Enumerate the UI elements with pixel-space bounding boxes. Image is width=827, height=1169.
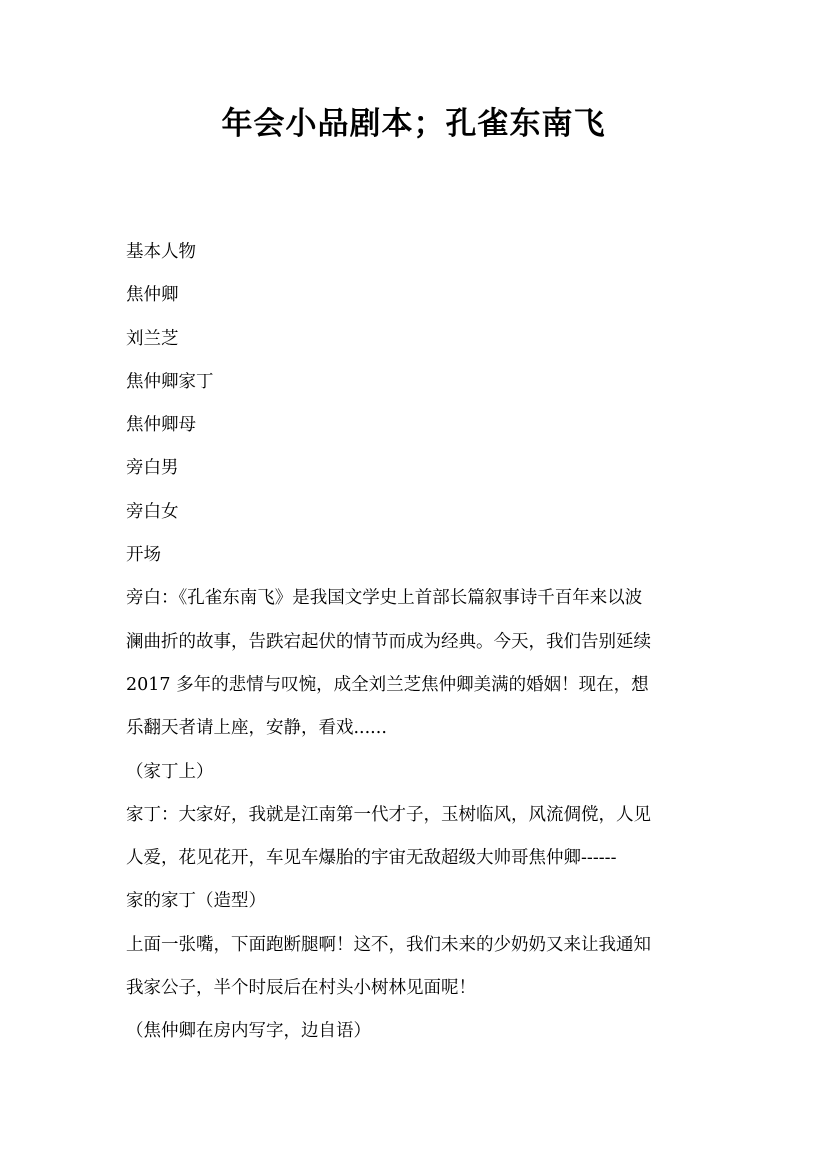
script-line: 旁白：《孔雀东南飞》是我国文学史上首部长篇叙事诗千百年来以波 xyxy=(126,588,643,609)
script-line: 我家公子，半个时辰后在村头小树林见面呢！ xyxy=(126,978,476,999)
stage-direction: （家丁上） xyxy=(126,761,214,782)
document-title: 年会小品剧本；孔雀东南飞 xyxy=(221,106,606,142)
cast-item-mother: 焦仲卿母 xyxy=(126,415,196,436)
cast-item-servant: 焦仲卿家丁 xyxy=(126,371,214,392)
script-line: 家的家丁（造型） xyxy=(126,891,266,912)
script-line: 澜曲折的故事，告跌宕起伏的情节而成为经典。今天，我们告别延续 xyxy=(126,631,651,652)
script-line: 人爱，花见花开，车见车爆胎的宇宙无敌超级大帅哥焦仲卿------ xyxy=(126,848,617,869)
cast-item-narrator-male: 旁白男 xyxy=(126,458,179,479)
stage-direction: （焦仲卿在房内写字，边自语） xyxy=(126,1021,371,1042)
scene-heading: 开场 xyxy=(126,545,161,566)
cast-item-narrator-female: 旁白女 xyxy=(126,501,179,522)
script-line: 2017 多年的悲情与叹惋，成全刘兰芝焦仲卿美满的婚姻！现在，想 xyxy=(126,674,649,695)
script-line: 上面一张嘴，下面跑断腿啊！这不，我们未来的少奶奶又来让我通知 xyxy=(126,934,651,955)
cast-item-liu-lanzhi: 刘兰芝 xyxy=(126,328,179,349)
script-line: 乐翻天者请上座，安静，看戏...... xyxy=(126,718,387,739)
script-line: 家丁：大家好，我就是江南第一代才子，玉树临风，风流倜傥，人见 xyxy=(126,804,651,825)
cast-item-jiao-zhongqing: 焦仲卿 xyxy=(126,285,179,306)
cast-heading: 基本人物 xyxy=(126,242,196,262)
document-body xyxy=(126,231,711,1054)
